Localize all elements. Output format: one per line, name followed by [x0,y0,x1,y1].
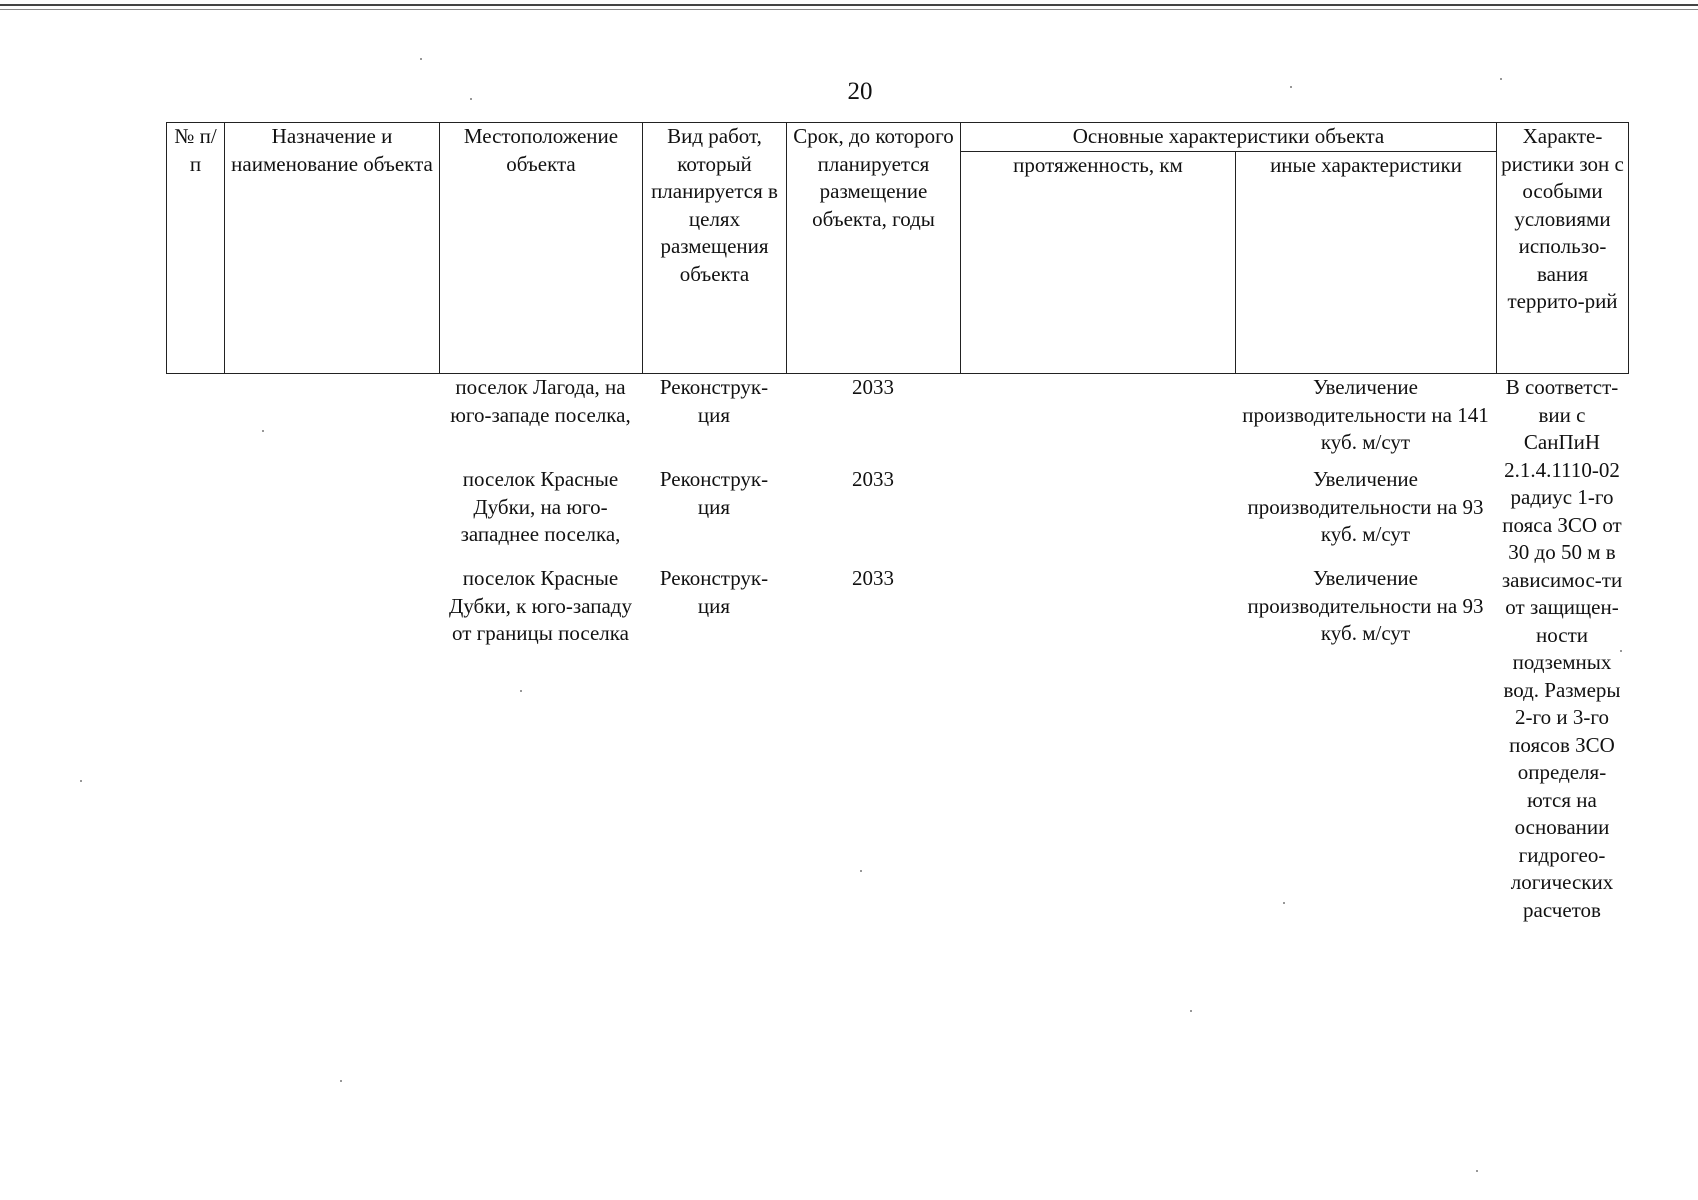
row-purpose-cell [224,565,439,924]
row-work-type-cell: Реконструк-ция [659,467,769,519]
row-length-cell [960,565,1235,924]
scan-speck [1190,1010,1192,1012]
table-row [166,565,1628,924]
row-purpose-cell [224,466,439,565]
header-work-type: Вид работ, который планируется в целях размещения объекта [643,123,787,374]
zones-note-cell: В соответст-вии с СанПиН 2.1.4.1110-02 радиус 1-го пояса ЗСО от 30 до 50 м в зависимос-ти от защищен-ности подземных вод. Размеры 2-го и 3-го поясов ЗСО определя-ются на основании гидрогео-логических расчетов [1501,375,1623,922]
row-other-cell: Увеличение производительности на 141 куб. м/сут [1242,375,1489,454]
row-length-cell [960,374,1235,466]
row-location-cell: поселок Красные Дубки, на юго-западнее поселка, [460,467,621,546]
scan-speck [470,98,472,100]
row-num-cell [166,374,224,466]
header-length: протяженность, км [961,151,1236,373]
row-num-cell [166,466,224,565]
scan-speck [1620,650,1622,652]
scan-speck [1476,1170,1478,1172]
scan-speck [520,690,522,692]
header-purpose: Назначение и наименование объекта [225,123,440,374]
header-location: Местоположение объекта [440,123,643,374]
header-other: иные характеристики [1236,151,1497,373]
table-row [166,466,1628,565]
scan-speck [340,1080,342,1082]
row-term-cell: 2033 [852,566,894,590]
scan-speck [420,58,422,60]
scan-speck [80,780,82,782]
row-other-cell: Увеличение производительности на 93 куб. м/сут [1247,566,1484,645]
table-header [166,122,1629,374]
scan-speck [1283,902,1285,904]
top-border-line [0,4,1698,6]
scan-speck [860,870,862,872]
header-num: № п/п [167,123,225,374]
row-term-cell: 2033 [852,467,894,491]
header-characteristics-group: Основные характеристики объекта [961,123,1497,152]
row-term-cell: 2033 [852,375,894,399]
table-body [166,374,1628,924]
row-purpose-cell [224,374,439,466]
scan-speck [1500,78,1502,80]
table-row [166,374,1628,466]
row-length-cell [960,466,1235,565]
scan-speck [262,430,264,432]
top-border-line-thin [0,9,1698,10]
row-work-type-cell: Реконструк-ция [659,566,769,618]
row-work-type-cell: Реконструк-ция [659,375,769,427]
scan-speck [1290,86,1292,88]
row-location-cell: поселок Лагода, на юго-западе поселка, [450,375,631,427]
header-zones: Характе-ристики зон с особыми условиями использо-вания террито-рий [1497,123,1629,374]
header-term: Срок, до которого планируется размещение объекта, годы [787,123,961,374]
row-other-cell: Увеличение производительности на 93 куб. м/сут [1247,467,1484,546]
row-location-cell: поселок Красные Дубки, к юго-западу от границы поселка [449,566,632,645]
page-number: 20 [847,78,873,105]
row-num-cell [166,565,224,924]
